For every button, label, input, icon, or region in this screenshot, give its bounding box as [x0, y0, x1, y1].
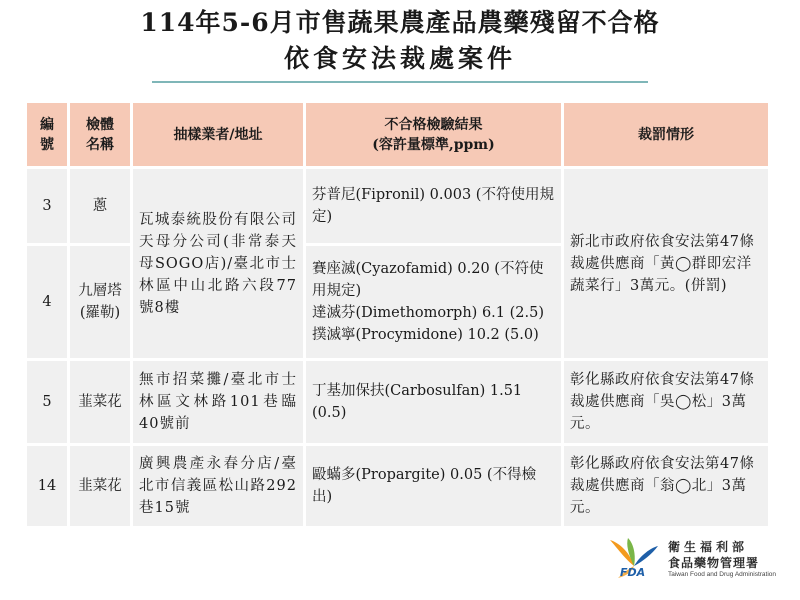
sample-name: 韮菜花: [70, 361, 130, 443]
table-row: [27, 361, 768, 443]
org-name-english: Taiwan Food and Drug Administration: [668, 571, 777, 578]
penalty-detail: 新北市政府依食安法第47條裁處供應商「黃◯群即宏洋蔬菜行」3萬元。(併罰): [564, 169, 768, 358]
sample-name: 韭菜花: [70, 446, 130, 526]
test-result: 賽座滅(Cyazofamid) 0.20 (不符使用規定) 達滅芬(Dimethomorph) 6.1 (2.5) 撲滅寧(Procymidone) 10.2 (5.0): [306, 246, 561, 358]
fda-logo-text: FDA: [620, 566, 646, 579]
fda-logo: [606, 536, 782, 584]
test-result: 芬普尼(Fipronil) 0.003 (不符使用規定): [306, 169, 561, 243]
business-address: 無市招菜攤/臺北市士林區文林路101巷臨40號前: [133, 361, 303, 443]
header-no: 編 號: [27, 103, 67, 166]
page-title-block: [0, 6, 800, 76]
violation-table: [24, 100, 771, 529]
test-result: 毆蟎多(Propargite) 0.05 (不得檢出): [306, 446, 561, 526]
business-address: 廣興農產永春分店/臺北市信義區松山路292巷15號: [133, 446, 303, 526]
penalty-detail: 彰化縣政府依食安法第47條裁處供應商「翁◯北」3萬元。: [564, 446, 768, 526]
org-name-line2: 食品藥物管理署: [668, 556, 760, 570]
org-name-line1: 衛生福利部: [668, 540, 749, 554]
row-number: 5: [27, 361, 67, 443]
row-number: 14: [27, 446, 67, 526]
header-sample-name: 檢體 名稱: [70, 103, 130, 166]
test-result: 丁基加保扶(Carbosulfan) 1.51 (0.5): [306, 361, 561, 443]
row-number: 3: [27, 169, 67, 243]
business-address: 瓦城泰統股份有限公司天母分公司(非常泰天母SOGO店)/臺北市士林區中山北路六段77號8樓: [133, 169, 303, 358]
penalty-detail: 彰化縣政府依食安法第47條裁處供應商「吳◯松」3萬元。: [564, 361, 768, 443]
sample-name: 蔥: [70, 169, 130, 243]
title-underline: [152, 81, 648, 83]
page-subtitle: 依食安法裁處案件: [283, 44, 516, 73]
header-business: 抽樣業者/地址: [133, 103, 303, 166]
header-test-result: 不合格檢驗結果 (容許量標準,ppm): [306, 103, 561, 166]
table-row: [27, 446, 768, 526]
header-penalty: 裁罰情形: [564, 103, 768, 166]
row-number: 4: [27, 246, 67, 358]
table-header-row: [27, 103, 768, 166]
table-row: [27, 169, 768, 243]
page-title: 114年5-6月市售蔬果農產品農藥殘留不合格: [140, 8, 660, 37]
sample-name: 九層塔(羅勒): [70, 246, 130, 358]
